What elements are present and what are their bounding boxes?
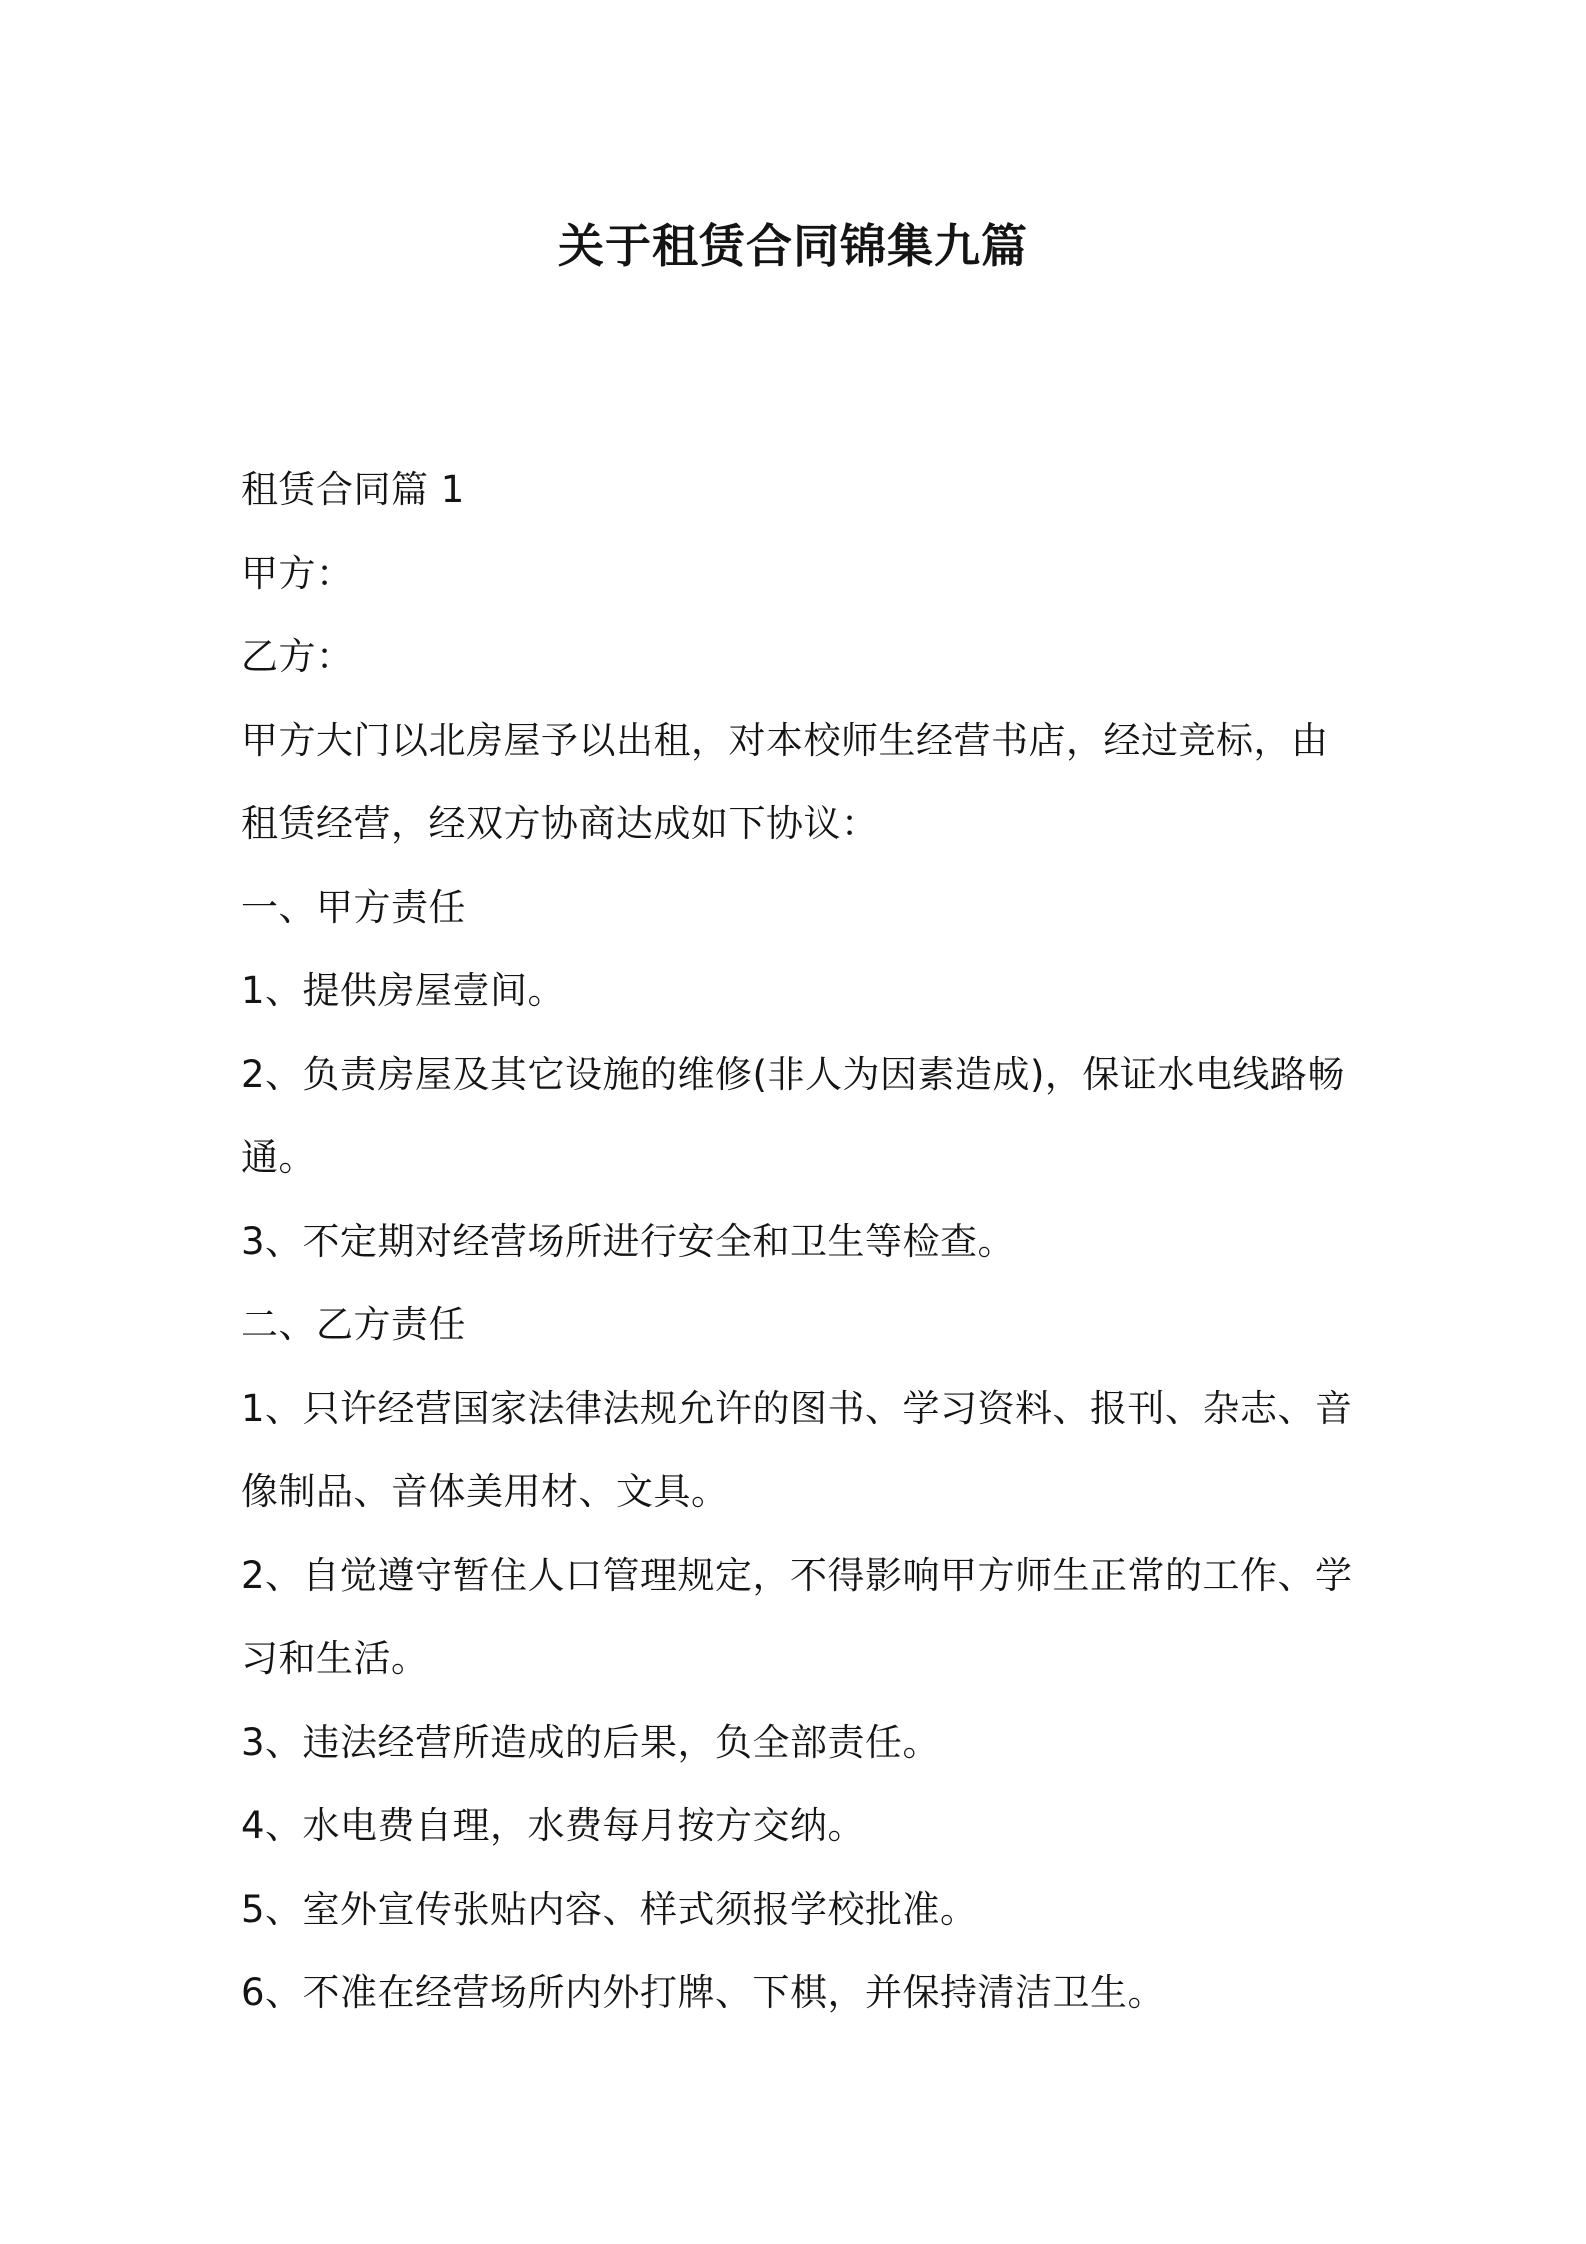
list-item: 2、自觉遵守暂住人口管理规定，不得影响甲方师生正常的工作、学习和生活。 bbox=[241, 1553, 1353, 1680]
party-b-line: 乙方： bbox=[241, 635, 354, 678]
intro-paragraph: 甲方大门以北房屋予以出租，对本校师生经营书店，经过竞标，由租赁经营，经双方协商达成如下协议： bbox=[241, 718, 1329, 845]
document-body bbox=[241, 448, 1361, 2035]
list-item: 3、不定期对经营场所进行安全和卫生等检查。 bbox=[241, 1219, 1016, 1263]
list-item: 6、不准在经营场所内外打牌、下棋，并保持清洁卫生。 bbox=[241, 1971, 1166, 2014]
section-heading: 租赁合同篇 1 bbox=[241, 468, 465, 511]
list-item: 2、负责房屋及其它设施的维修(非人为因素造成)，保证水电线路畅通。 bbox=[241, 1052, 1345, 1179]
party-a-duties-heading: 一、甲方责任 bbox=[241, 885, 466, 929]
party-b-duties-heading: 二、乙方责任 bbox=[241, 1303, 466, 1346]
party-a-line: 甲方： bbox=[241, 551, 354, 595]
list-item: 4、水电费自理，水费每月按方交纳。 bbox=[241, 1804, 866, 1847]
list-item: 1、只许经营国家法律法规允许的图书、学习资料、报刊、杂志、音像制品、音体美用材、文具。 bbox=[241, 1386, 1353, 1513]
document-title: 关于租赁合同锦集九篇 bbox=[558, 219, 1028, 273]
list-item: 3、违法经营所造成的后果，负全部责任。 bbox=[241, 1720, 941, 1764]
list-item: 5、室外宣传张贴内容、样式须报学校批准。 bbox=[241, 1887, 978, 1931]
list-item: 1、提供房屋壹间。 bbox=[241, 969, 566, 1012]
